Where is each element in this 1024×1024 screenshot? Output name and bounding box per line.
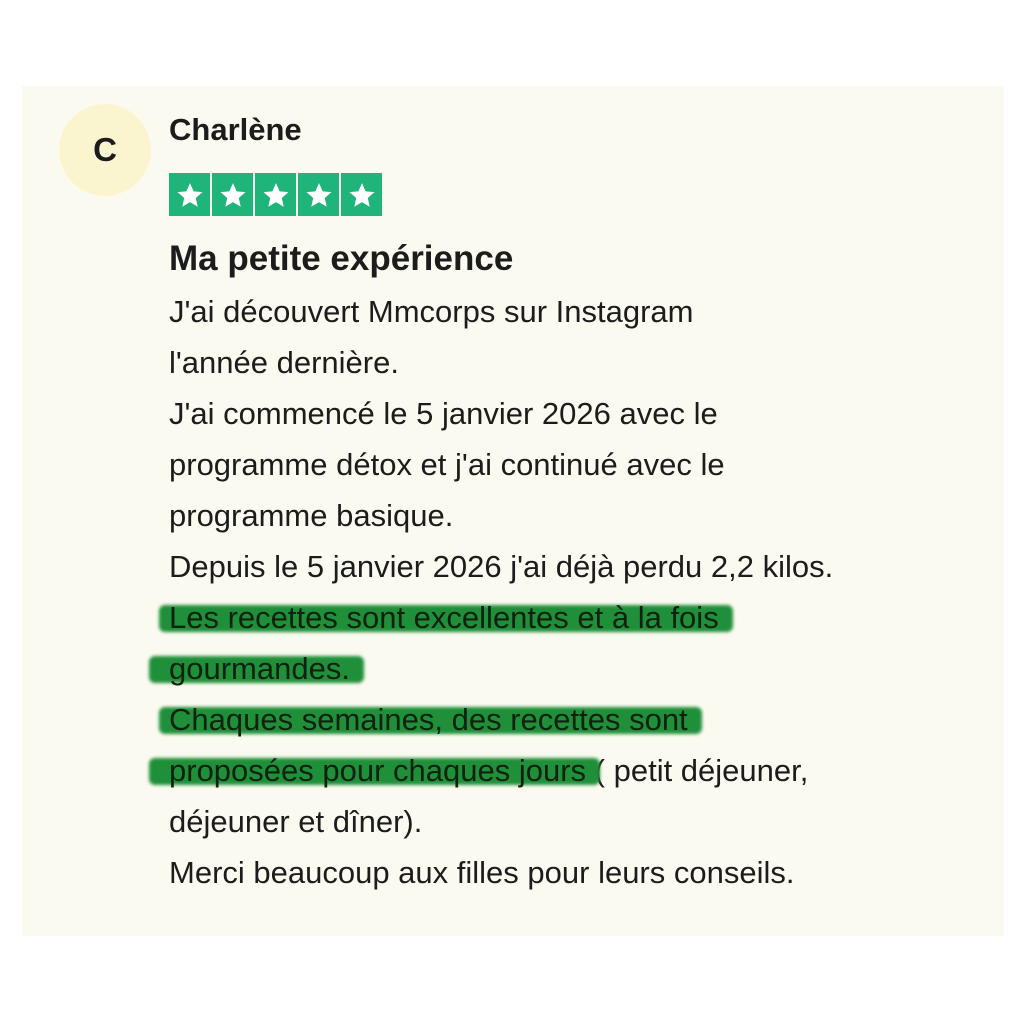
review-line: programme basique. [169,498,454,533]
highlight-mark [169,702,688,737]
star-icon [255,173,296,216]
highlighted-text: proposées pour chaques jours [169,753,587,788]
star-icon [341,173,382,216]
review-line-highlighted [169,643,833,694]
highlight-mark [169,753,586,788]
plain-text: ( petit déjeuner, [586,753,809,788]
highlighted-text: Chaques semaines, des recettes sont [169,702,688,737]
highlight-mark [169,600,719,635]
review-line: l'année dernière. [169,345,399,380]
review-line: programme détox et j'ai continué avec le [169,447,725,482]
review-line-highlighted [169,694,833,745]
avatar [59,104,151,196]
review-line: J'ai commencé le 5 janvier 2026 avec le [169,396,718,431]
star-icon [169,173,210,216]
review-line: déjeuner et dîner). [169,804,423,839]
review-line-partial-highlight [169,745,833,796]
highlight-mark [169,651,350,686]
reviewer-name[interactable]: Charlène [169,112,302,147]
review-line: J'ai découvert Mmcorps sur Instagram [169,294,694,329]
review-line: Depuis le 5 janvier 2026 j'ai déjà perdu 2,2 kilos. [169,549,834,584]
star-icon [298,173,339,216]
highlighted-text: gourmandes. [169,651,350,686]
review-line: Merci beaucoup aux filles pour leurs conseils. [169,855,795,890]
review-body [169,286,833,898]
review-title: Ma petite expérience [169,239,514,278]
highlighted-text: Les recettes sont excellentes et à la fois [169,600,719,635]
star-icon [212,173,253,216]
review-line-highlighted [169,592,833,643]
star-rating [169,173,382,216]
avatar-initial: C [93,131,117,168]
